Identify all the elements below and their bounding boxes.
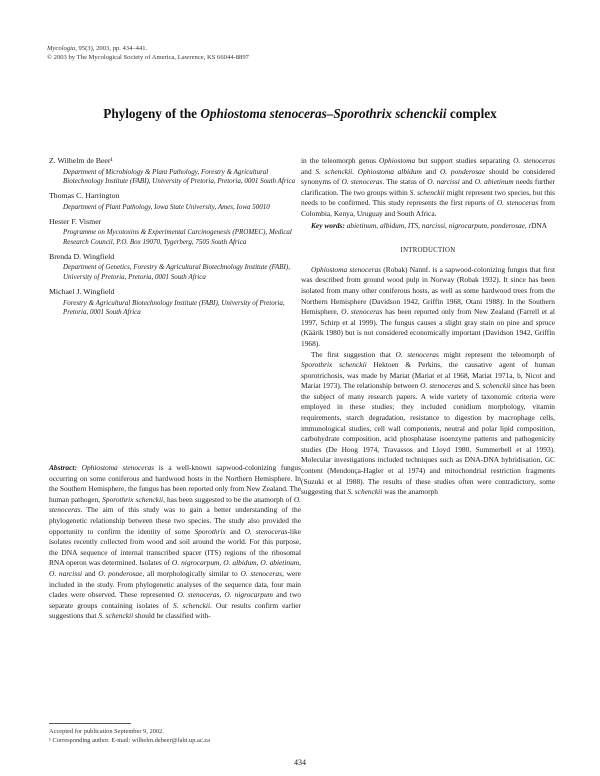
author-name: Michael J. Wingfield <box>49 286 115 296</box>
accepted-date: Accepted for publication September 9, 2002. <box>49 728 164 735</box>
author-affiliation: Forestry & Agricultural Biotechnology Institute (FABI), University of Pretoria, Pretoria, 0001 South Africa <box>63 298 285 317</box>
author-affiliation: Programme on Mycotoxins & Experimental Carcinogenesis (PROMEC), Medical Research Council, P.O. Box 19070, Tygerberg, 7505 South Africa <box>63 228 292 246</box>
author-block <box>49 191 301 212</box>
abstract-continuation: in the teleomorph genus Ophiostoma but support studies separating O. stenoceras and S. schenckii. Ophiostoma albidum and O. ponderosae should be considered synonyms of O. stenoceras. The status of O. narcissi and O. abietinum needs further clarification. The two groups within S. schenckii might represent two species, but this needs to be confirmed. This study represents the first reports of O. stenoceras from Colombia, Kenya, Uruguay and South Africa. <box>301 156 555 218</box>
footnotes <box>49 727 210 745</box>
paper-title: Phylogeny of the Ophiostoma stenoceras–Sporothrix schenckii complex <box>103 106 497 121</box>
author-name: Hester F. Vismer <box>49 216 102 226</box>
footnote-rule <box>49 723 131 724</box>
intro-paragraph: Ophiostoma stenoceras (Robak) Nannf. is a sapwood-colonizing fungus that first was described from ground wood pulp in Norway (Robak 1932). It since has been isolated from many other coniferous hosts, as well as some hardwood trees from the Northern Hemisphere (Davidson 1942, Griffin 1968, Otani 1988). In the Southern Hemisphere, O. stenoceras has been reported only from New Zealand (Farrell et al 1997, Schirp et al 1999). The fungus causes a slight gray stain on pine and spruce (Käärik 1980) but is not considered economically important (Davidson 1942, Griffin 1968). <box>301 264 555 348</box>
corresponding-author-note: ¹ Corresponding author. E-mail: wilhelm.debeer@fabi.up.ac.za <box>49 737 210 744</box>
author-list <box>49 156 301 322</box>
author-block <box>49 252 301 283</box>
author-name: Thomas C. Harrington <box>49 191 120 201</box>
page-number: 434 <box>294 758 306 767</box>
abstract-label: Abstract: <box>49 463 77 472</box>
copyright-line: © 2003 by The Mycological Society of America, Lawrence, KS 66044-8897 <box>47 54 249 62</box>
intro-paragraph: The first suggestion that O. stenoceras might represent the teleomorph of Sporothrix schenckii Hektoen & Perkins, the causative agent of human sporotrichosis, was made by Mariat (Mariat et al 1968, Mariat 1971a, b, Nicot and Mariat 1973). The relationship between O. stenoceras and S. schenckii since has been the subject of many research papers. A wide variety of taxonomic criteria were employed in these studies; they included conidium morphology, vitamin requirements, starch degradation, resistance to digestion by macrophage cells, immunological studies, cell wall components, neutral and polar lipid composition, carbohydrate composition, acid phosphatase isoenzyme patterns and pathogenicity studies (De Hoog 1974, Travassos and Lloyd 1980, Summerbell et al 1993). Molecular investigations included techniques such as DNA-DNA hybridisation, GC content (Mendonça-Hagler et al 1974) and mitochondrial restriction fragments (Suzuki et al 1988). The results of these studies often were contradictory, some suggesting that S. schenckii was the anamorph <box>301 349 556 497</box>
right-column <box>301 156 555 498</box>
author-block <box>49 287 301 318</box>
keywords-label: Key words: <box>311 220 345 230</box>
author-name: Brenda D. Wingfield <box>49 251 115 261</box>
author-affiliation: Department of Microbiology & Plant Pathology, Forestry & Agricultural Biotechnology Institute (FABI), University of Pretoria, Pretoria, 0001 South Africa <box>63 167 296 186</box>
author-affiliation: Department of Plant Pathology, Iowa State University, Ames, Iowa 50010 <box>63 202 270 211</box>
keywords: Key words: abietinum, albidum, ITS, narcissi, nigrocarpum, ponderosae, rDNA <box>311 220 548 230</box>
abstract: Abstract: Ophiostoma stenoceras is a well-known sapwood-colonizing fungus occurring on some coniferous and hardwood hosts in the Northern Hemisphere. In the Southern Hemisphere, the fungus has been reported only from New Zealand. The human pathogen, Sporothrix schenckii, has been suggested to be the anamorph of O. stenoceras. The aim of this study was to gain a better understanding of the phylogenetic relationship between these two species. The study also provided the opportunity to confirm the identity of some Sporothrix and O. stenoceras-like isolates recently collected from wood and soil around the world. For this purpose, the DNA sequence of internal transcribed spacer (ITS) regions of the ribosomal RNA operon was determined. Isolates of O. nigrocarpum, O. albidum, O. abietinum, O. narcissi and O. ponderosae, all morphologically similar to O. stenoceras, were included in the study. From phylogenetic analyses of the sequence data, four main clades were observed. These represented O. stenoceras, O. nigrocarpum and two separate groups containing isolates of S. schenckii. Our results confirm earlier suggestions that S. schenckii should be classified with- <box>49 463 302 621</box>
author-block <box>49 217 301 248</box>
section-heading-introduction: INTRODUCTION <box>400 247 456 255</box>
author-block <box>49 156 301 187</box>
journal-citation: Mycologia, 95(3), 2003, pp. 434–441. <box>47 45 148 52</box>
journal-header <box>47 44 249 62</box>
author-name: Z. Wilhelm de Beer¹ <box>49 156 113 165</box>
author-affiliation: Department of Genetics, Forestry & Agricultural Biotechnology Institute (FABI), University of Pretoria, Pretoria, 0001 South Africa <box>63 263 290 282</box>
